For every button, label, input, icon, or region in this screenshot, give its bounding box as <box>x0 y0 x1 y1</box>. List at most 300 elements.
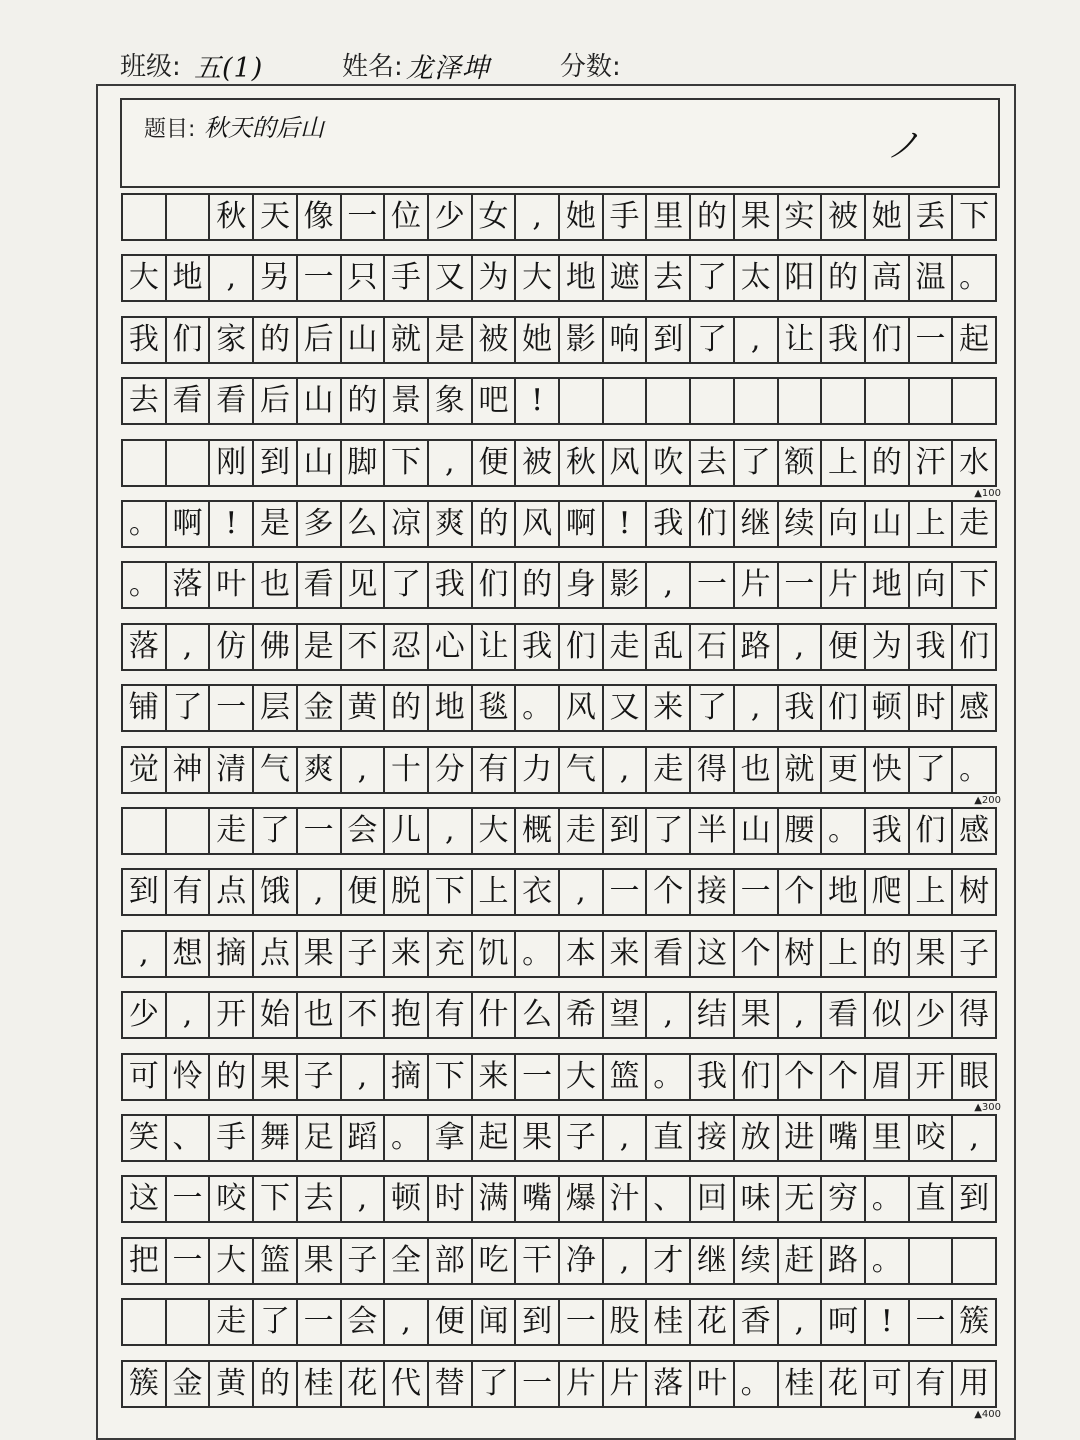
grid-cell: 。 <box>866 1239 910 1283</box>
grid-cell: 子 <box>342 1239 386 1283</box>
grid-cell: 风 <box>560 686 604 730</box>
grid-cell: 了 <box>691 256 735 300</box>
grid-cell: 眼 <box>953 1055 997 1099</box>
class-value: 五(1) <box>194 53 264 84</box>
grid-cell: 手 <box>210 1116 254 1160</box>
grid-cell: 走 <box>210 1300 254 1344</box>
grid-cell: 得 <box>691 748 735 792</box>
grid-cell: 想 <box>167 932 211 976</box>
grid-cell: 心 <box>429 625 473 669</box>
grid-cell: 一 <box>604 870 648 914</box>
grid-cell: 的 <box>254 318 298 362</box>
grid-cell: 的 <box>822 256 866 300</box>
grid-cell: 有 <box>429 993 473 1037</box>
grid-cell: , <box>647 993 691 1037</box>
grid-cell: 开 <box>210 993 254 1037</box>
grid-cell: 清 <box>210 748 254 792</box>
grid-cell: 地 <box>167 256 211 300</box>
grid-cell: 的 <box>385 686 429 730</box>
grid-cell: 后 <box>298 318 342 362</box>
grid-cell: , <box>516 195 560 239</box>
grid-cell: 摘 <box>210 932 254 976</box>
grid-cell: 的 <box>516 563 560 607</box>
grid-cell: 是 <box>429 318 473 362</box>
grid-cell: 是 <box>254 502 298 546</box>
grid-cell: 。 <box>516 686 560 730</box>
grid-cell: 个 <box>647 870 691 914</box>
grid-cell: 赶 <box>779 1239 823 1283</box>
grid-cell: 来 <box>385 932 429 976</box>
grid-cell: , <box>779 625 823 669</box>
grid-cell: 便 <box>342 870 386 914</box>
grid-cell: 女 <box>473 195 517 239</box>
grid-cell: 里 <box>866 1116 910 1160</box>
grid-cell: 吃 <box>473 1239 517 1283</box>
grid-cell: 秋 <box>560 441 604 485</box>
grid-cell: 满 <box>473 1177 517 1221</box>
grid-cell: 顿 <box>385 1177 429 1221</box>
grid-cell: 用 <box>953 1362 997 1406</box>
grid-cell: 部 <box>429 1239 473 1283</box>
grid-cell: 一 <box>516 1055 560 1099</box>
grid-cell: 片 <box>604 1362 648 1406</box>
grid-cell: 去 <box>647 256 691 300</box>
grid-cell: 啊 <box>560 502 604 546</box>
grid-cell: 我 <box>866 809 910 853</box>
grid-row <box>121 1360 997 1408</box>
grid-cell: , <box>167 993 211 1037</box>
grid-cell <box>167 809 211 853</box>
grid-cell <box>779 379 823 423</box>
grid-cell: 。 <box>735 1362 779 1406</box>
grid-cell: 黄 <box>342 686 386 730</box>
grid-cell: 起 <box>473 1116 517 1160</box>
grid-cell: 得 <box>953 993 997 1037</box>
grid-cell: 、 <box>647 1177 691 1221</box>
grid-cell <box>910 379 954 423</box>
grid-cell: 们 <box>167 318 211 362</box>
grid-cell: 一 <box>910 1300 954 1344</box>
grid-cell: 顿 <box>866 686 910 730</box>
grid-cell: ! <box>604 502 648 546</box>
grid-cell: 影 <box>604 563 648 607</box>
grid-cell: 抱 <box>385 993 429 1037</box>
grid-cell: 来 <box>473 1055 517 1099</box>
grid-cell: 的 <box>473 502 517 546</box>
grid-cell: 时 <box>910 686 954 730</box>
grid-cell: 点 <box>210 870 254 914</box>
grid-cell: 衣 <box>516 870 560 914</box>
grid-cell: 会 <box>342 809 386 853</box>
grid-cell: ! <box>866 1300 910 1344</box>
grid-cell: 树 <box>953 870 997 914</box>
grid-cell: 下 <box>953 563 997 607</box>
grid-cell: 也 <box>298 993 342 1037</box>
grid-cell: 的 <box>254 1362 298 1406</box>
grid-cell: 层 <box>254 686 298 730</box>
grid-cell: 们 <box>735 1055 779 1099</box>
grid-cell: 嘴 <box>822 1116 866 1160</box>
grid-cell <box>604 379 648 423</box>
grid-cell: 大 <box>516 256 560 300</box>
grid-cell: , <box>604 748 648 792</box>
grid-cell: 一 <box>516 1362 560 1406</box>
name-label: 姓名: <box>342 52 403 82</box>
grid-cell: 桂 <box>779 1362 823 1406</box>
grid-cell: 凉 <box>385 502 429 546</box>
grid-row <box>121 1053 997 1101</box>
grid-cell: 簇 <box>123 1362 167 1406</box>
grid-cell: , <box>429 809 473 853</box>
grid-cell: 影 <box>560 318 604 362</box>
grid-cell: 开 <box>910 1055 954 1099</box>
grid-cell: 到 <box>953 1177 997 1221</box>
grid-cell <box>953 379 997 423</box>
grid-cell: 我 <box>822 318 866 362</box>
grid-cell: , <box>342 1055 386 1099</box>
grid-cell: 仿 <box>210 625 254 669</box>
grid-row <box>121 500 997 548</box>
grid-cell: 感 <box>953 686 997 730</box>
grid-cell: 。 <box>822 809 866 853</box>
grid-cell: 分 <box>429 748 473 792</box>
grid-cell: 片 <box>560 1362 604 1406</box>
grid-cell: 少 <box>910 993 954 1037</box>
grid-cell: 丢 <box>910 195 954 239</box>
grid-cell: 被 <box>473 318 517 362</box>
grid-cell <box>953 1239 997 1283</box>
grid-cell: 半 <box>691 809 735 853</box>
grid-cell: 接 <box>691 1116 735 1160</box>
grid-cell: 穷 <box>822 1177 866 1221</box>
grid-cell: 腰 <box>779 809 823 853</box>
grid-cell: 到 <box>516 1300 560 1344</box>
grid-cell: 篮 <box>254 1239 298 1283</box>
grid-cell: 路 <box>822 1239 866 1283</box>
grid-cell: 花 <box>691 1300 735 1344</box>
grid-cell: 看 <box>298 563 342 607</box>
grid-cell: 感 <box>953 809 997 853</box>
grid-cell: 子 <box>298 1055 342 1099</box>
grid-cell: 手 <box>604 195 648 239</box>
grid-row <box>121 1298 997 1346</box>
grid-cell: 她 <box>560 195 604 239</box>
grid-cell: 股 <box>604 1300 648 1344</box>
grid-cell: 会 <box>342 1300 386 1344</box>
grid-cell: 下 <box>254 1177 298 1221</box>
grid-cell: 像 <box>298 195 342 239</box>
grid-cell: 山 <box>298 441 342 485</box>
grid-cell: 味 <box>735 1177 779 1221</box>
grid-cell: , <box>429 441 473 485</box>
grid-cell: 有 <box>473 748 517 792</box>
grid-cell: 回 <box>691 1177 735 1221</box>
grid-cell: 子 <box>342 932 386 976</box>
grid-cell: 让 <box>779 318 823 362</box>
grid-cell: 。 <box>516 932 560 976</box>
grid-cell: 走 <box>560 809 604 853</box>
grid-cell: 了 <box>691 318 735 362</box>
grid-cell: 被 <box>822 195 866 239</box>
grid-cell <box>691 379 735 423</box>
grid-cell: 山 <box>342 318 386 362</box>
grid-cell: 的 <box>342 379 386 423</box>
grid-row <box>121 807 997 855</box>
grid-cell: 秋 <box>210 195 254 239</box>
grid-cell: 一 <box>167 1177 211 1221</box>
essay-title: 秋天的后山 <box>204 114 324 142</box>
grid-cell: 篮 <box>604 1055 648 1099</box>
grid-cell: 到 <box>254 441 298 485</box>
grid-cell: 桂 <box>298 1362 342 1406</box>
grid-cell: 十 <box>385 748 429 792</box>
grid-cell <box>123 195 167 239</box>
grid-cell: 爬 <box>866 870 910 914</box>
grid-cell: 上 <box>473 870 517 914</box>
grid-cell: 个 <box>779 1055 823 1099</box>
grid-cell: 一 <box>167 1239 211 1283</box>
grid-cell: 气 <box>254 748 298 792</box>
grid-cell: 山 <box>735 809 779 853</box>
grid-cell: 佛 <box>254 625 298 669</box>
grid-cell: 石 <box>691 625 735 669</box>
grid-cell: 下 <box>429 1055 473 1099</box>
grid-cell: , <box>779 993 823 1037</box>
grid-cell: 金 <box>298 686 342 730</box>
grid-cell: 进 <box>779 1116 823 1160</box>
grid-cell: 一 <box>691 563 735 607</box>
grid-cell: 的 <box>210 1055 254 1099</box>
grid-cell: 遮 <box>604 256 648 300</box>
grid-cell: 大 <box>560 1055 604 1099</box>
grid-cell: 一 <box>342 195 386 239</box>
grid-cell: 不 <box>342 625 386 669</box>
grid-cell: 。 <box>866 1177 910 1221</box>
grid-cell: 把 <box>123 1239 167 1283</box>
grid-cell: 果 <box>516 1116 560 1160</box>
grid-cell: , <box>560 870 604 914</box>
grid-cell: 们 <box>473 563 517 607</box>
grid-cell: 时 <box>429 1177 473 1221</box>
grid-cell: 净 <box>560 1239 604 1283</box>
grid-cell: 什 <box>473 993 517 1037</box>
grid-cell: 果 <box>735 993 779 1037</box>
grid-cell: 无 <box>779 1177 823 1221</box>
grid-cell: 水 <box>953 441 997 485</box>
grid-cell: 更 <box>822 748 866 792</box>
grid-cell: , <box>123 932 167 976</box>
grid-cell: 一 <box>298 256 342 300</box>
grid-cell: 我 <box>516 625 560 669</box>
grid-row <box>121 316 997 364</box>
grid-cell: 吹 <box>647 441 691 485</box>
grid-cell: 一 <box>210 686 254 730</box>
grid-cell: 少 <box>123 993 167 1037</box>
grid-cell: 另 <box>254 256 298 300</box>
grid-cell: 蹈 <box>342 1116 386 1160</box>
grid-cell: 落 <box>647 1362 691 1406</box>
grid-cell: 呵 <box>822 1300 866 1344</box>
grid-cell: 点 <box>254 932 298 976</box>
grid-cell: 吧 <box>473 379 517 423</box>
grid-cell: 又 <box>429 256 473 300</box>
grid-cell: 。 <box>123 563 167 607</box>
grid-cell: 桂 <box>647 1300 691 1344</box>
grid-cell: 的 <box>866 441 910 485</box>
grid-cell: 来 <box>647 686 691 730</box>
grid-cell: 闻 <box>473 1300 517 1344</box>
grid-cell: , <box>779 1300 823 1344</box>
grid-cell: 继 <box>691 1239 735 1283</box>
grid-row <box>121 254 997 302</box>
grid-cell: 我 <box>691 1055 735 1099</box>
grid-cell: 续 <box>735 1239 779 1283</box>
grid-cell: 落 <box>123 625 167 669</box>
grid-cell: , <box>342 1177 386 1221</box>
grid-cell: 为 <box>866 625 910 669</box>
grid-row <box>121 684 997 732</box>
grid-cell: 本 <box>560 932 604 976</box>
grid-cell: 地 <box>560 256 604 300</box>
grid-cell: 到 <box>604 809 648 853</box>
grid-cell: 果 <box>298 1239 342 1283</box>
grid-cell: 风 <box>604 441 648 485</box>
grid-cell: 了 <box>735 441 779 485</box>
grid-cell: ! <box>516 379 560 423</box>
grid-row <box>121 746 997 794</box>
grid-cell: 才 <box>647 1239 691 1283</box>
grid-cell: 多 <box>298 502 342 546</box>
grid-cell: 地 <box>822 870 866 914</box>
grid-cell: 上 <box>822 441 866 485</box>
grid-cell: 响 <box>604 318 648 362</box>
grid-cell: 饿 <box>254 870 298 914</box>
grid-cell: 觉 <box>123 748 167 792</box>
grid-cell: 山 <box>298 379 342 423</box>
grading-mark: ノ <box>886 126 920 166</box>
grid-cell: 少 <box>429 195 473 239</box>
grid-cell: 山 <box>866 502 910 546</box>
grid-cell: 就 <box>385 318 429 362</box>
grid-cell <box>167 441 211 485</box>
grid-cell: , <box>342 748 386 792</box>
grid-cell: 拿 <box>429 1116 473 1160</box>
grid-row <box>121 1114 997 1162</box>
grid-cell: 摘 <box>385 1055 429 1099</box>
grid-cell: 望 <box>604 993 648 1037</box>
grid-cell: 一 <box>298 809 342 853</box>
grid-cell: 里 <box>647 195 691 239</box>
grid-row <box>121 377 997 425</box>
grid-cell: 就 <box>779 748 823 792</box>
grid-cell: 下 <box>953 195 997 239</box>
grid-cell: 我 <box>647 502 691 546</box>
grid-cell: 力 <box>516 748 560 792</box>
grid-cell: 脱 <box>385 870 429 914</box>
grid-cell: 舞 <box>254 1116 298 1160</box>
grid-cell <box>123 441 167 485</box>
grid-cell: 继 <box>735 502 779 546</box>
grid-cell: 下 <box>429 870 473 914</box>
word-count-marker: ▲200 <box>974 794 1001 806</box>
grid-cell: 她 <box>516 318 560 362</box>
grid-cell: 叶 <box>210 563 254 607</box>
score-label: 分数: <box>560 52 621 82</box>
class-label: 班级: <box>120 52 181 82</box>
word-count-marker: ▲100 <box>974 487 1001 499</box>
grid-cell: 地 <box>429 686 473 730</box>
grid-cell: 放 <box>735 1116 779 1160</box>
grid-cell: 个 <box>735 932 779 976</box>
grid-cell: 乱 <box>647 625 691 669</box>
grid-cell: 一 <box>560 1300 604 1344</box>
grid-cell: 看 <box>210 379 254 423</box>
grid-cell: 走 <box>953 502 997 546</box>
grid-row <box>121 561 997 609</box>
grid-cell: 。 <box>953 748 997 792</box>
grid-cell: 个 <box>779 870 823 914</box>
grid-cell <box>735 379 779 423</box>
grid-cell <box>560 379 604 423</box>
grid-cell: 大 <box>123 256 167 300</box>
grid-cell: 见 <box>342 563 386 607</box>
grid-cell: 花 <box>342 1362 386 1406</box>
grid-cell: 走 <box>604 625 648 669</box>
grid-cell: 到 <box>647 318 691 362</box>
grid-cell: 看 <box>647 932 691 976</box>
grid-cell: 么 <box>342 502 386 546</box>
grid-cell: 全 <box>385 1239 429 1283</box>
grid-cell <box>822 379 866 423</box>
grid-cell: 气 <box>560 748 604 792</box>
grid-cell: 。 <box>647 1055 691 1099</box>
grid-cell: 树 <box>779 932 823 976</box>
grid-cell: 刚 <box>210 441 254 485</box>
grid-cell: 看 <box>822 993 866 1037</box>
grid-cell: 笑 <box>123 1116 167 1160</box>
grid-cell: 片 <box>735 563 779 607</box>
grid-cell: 只 <box>342 256 386 300</box>
grid-cell: , <box>385 1300 429 1344</box>
grid-cell: 到 <box>123 870 167 914</box>
grid-cell: 的 <box>691 195 735 239</box>
grid-cell: 又 <box>604 686 648 730</box>
grid-cell: 眉 <box>866 1055 910 1099</box>
grid-cell: 也 <box>735 748 779 792</box>
grid-cell: 花 <box>822 1362 866 1406</box>
grid-cell: 干 <box>516 1239 560 1283</box>
grid-cell: 实 <box>779 195 823 239</box>
grid-cell: 脚 <box>342 441 386 485</box>
grid-cell: 黄 <box>210 1362 254 1406</box>
grid-cell <box>866 379 910 423</box>
grid-cell: 便 <box>822 625 866 669</box>
grid-cell: 来 <box>604 932 648 976</box>
grid-cell: 她 <box>866 195 910 239</box>
grid-cell: 们 <box>953 625 997 669</box>
grid-cell: 不 <box>342 993 386 1037</box>
grid-cell: 叶 <box>691 1362 735 1406</box>
grid-cell: , <box>210 256 254 300</box>
grid-cell: 这 <box>123 1177 167 1221</box>
grid-cell: 续 <box>779 502 823 546</box>
title-box <box>120 98 1000 188</box>
grid-row <box>121 439 997 487</box>
grid-cell: 一 <box>910 318 954 362</box>
grid-cell: 我 <box>429 563 473 607</box>
grid-cell: 们 <box>560 625 604 669</box>
grid-cell: 有 <box>167 870 211 914</box>
